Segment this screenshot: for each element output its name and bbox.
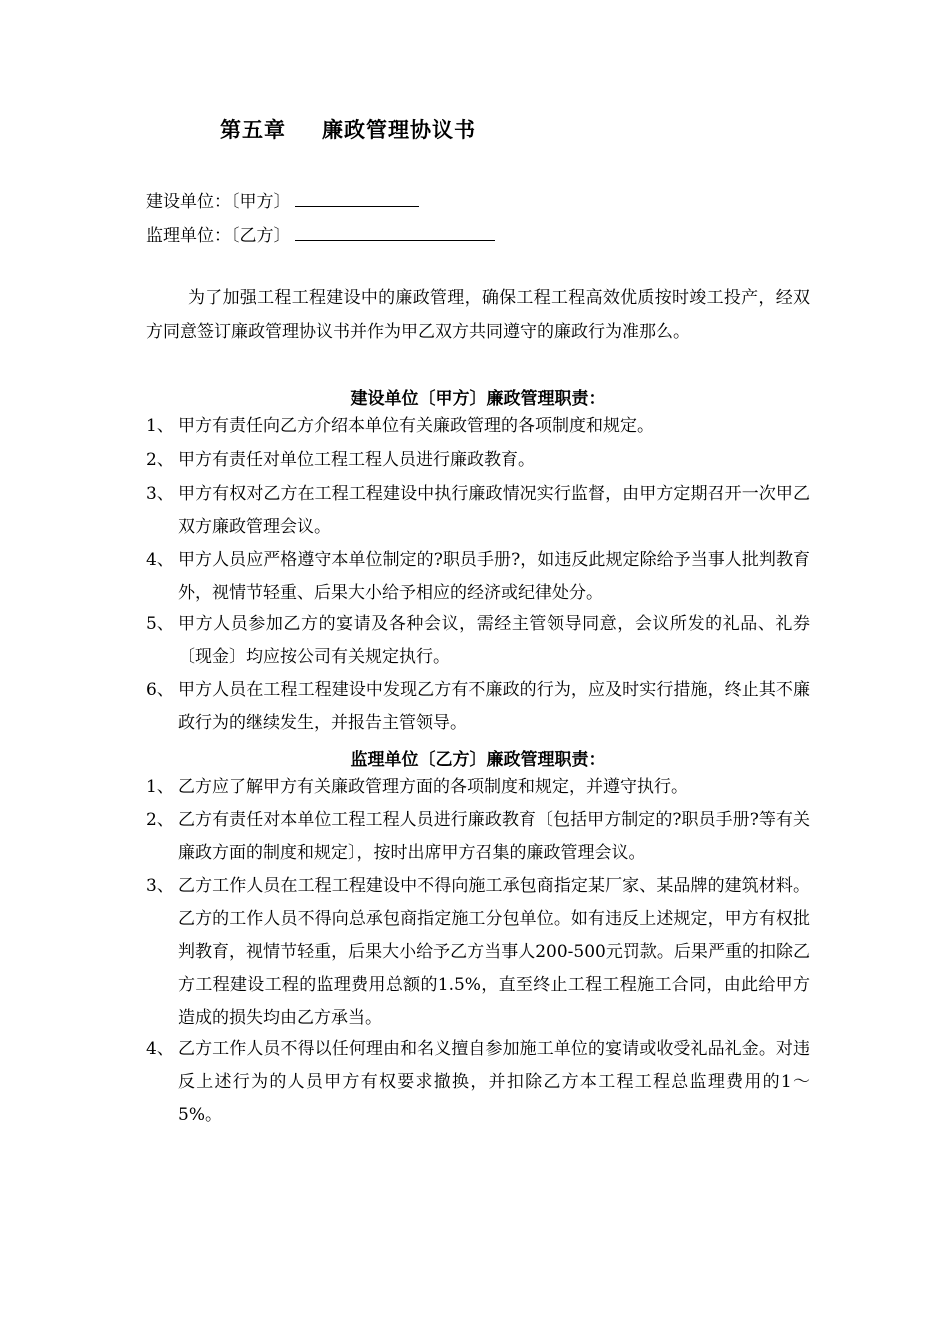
section-b-heading: 监理单位〔乙方〕廉政管理职责： bbox=[350, 750, 606, 770]
list-item: 1、 甲方有责任向乙方介绍本单位有关廉政管理的各项制度和规定。 bbox=[146, 416, 654, 436]
list-item: 2、 乙方有责任对本单位工程工程人员进行廉政教育〔包括甲方制定的?职员手册?等有关廉政方面的制度和规定〕，按时出席甲方召集的廉政管理会议。 bbox=[146, 810, 810, 863]
party-b-blank bbox=[295, 223, 495, 241]
party-a-blank bbox=[295, 189, 419, 207]
agreement-title: 廉政管理协议书 bbox=[322, 118, 476, 142]
section-a-heading: 建设单位〔甲方〕廉政管理职责： bbox=[350, 389, 606, 409]
list-item: 1、 乙方应了解甲方有关廉政管理方面的各项制度和规定，并遵守执行。 bbox=[146, 777, 688, 797]
page-title bbox=[220, 114, 476, 144]
party-b-label: 监理单位：〔乙方〕 bbox=[146, 226, 291, 246]
list-item: 2、 甲方有责任对单位工程工程人员进行廉政教育。 bbox=[146, 450, 535, 470]
list-item: 3、 乙方工作人员在工程工程建设中不得向施工承包商指定某厂家、某品牌的建筑材料。乙方的工作人员不得向总承包商指定施工分包单位。如有违反上述规定，甲方有权批判教育，视情节轻重，后果大小给予乙方当事人200-500元罚款。后果严重的扣除乙方工程建设工程的监理费用总额的1.5%，直至终止工程工程施工合同，由此给甲方造成的损失均由乙方承当。 bbox=[146, 876, 810, 1028]
party-b-line bbox=[146, 223, 495, 248]
list-item: 6、 甲方人员在工程工程建设中发现乙方有不廉政的行为，应及时实行措施，终止其不廉政行为的继续发生，并报告主管领导。 bbox=[146, 680, 810, 733]
party-a-line bbox=[146, 189, 419, 214]
list-item: 4、 甲方人员应严格遵守本单位制定的?职员手册?，如违反此规定除给予当事人批判教育外，视情节轻重、后果大小给予相应的经济或纪律处分。 bbox=[146, 550, 810, 603]
intro-paragraph: 为了加强工程工程建设中的廉政管理，确保工程工程高效优质按时竣工投产，经双方同意签订廉政管理协议书并作为甲乙双方共同遵守的廉政行为准那么。 bbox=[146, 288, 810, 342]
list-item: 5、 甲方人员参加乙方的宴请及各种会议，需经主管领导同意，会议所发的礼品、礼券〔现金〕均应按公司有关规定执行。 bbox=[146, 614, 810, 667]
chapter-label: 第五章 bbox=[220, 118, 286, 142]
list-item: 4、 乙方工作人员不得以任何理由和名义擅自参加施工单位的宴请或收受礼品礼金。对违反上述行为的人员甲方有权要求撤换，并扣除乙方本工程工程总监理费用的1～5%。 bbox=[146, 1039, 810, 1125]
list-item: 3、 甲方有权对乙方在工程工程建设中执行廉政情况实行监督，由甲方定期召开一次甲乙双方廉政管理会议。 bbox=[146, 484, 810, 537]
party-a-label: 建设单位：〔甲方〕 bbox=[146, 192, 291, 212]
